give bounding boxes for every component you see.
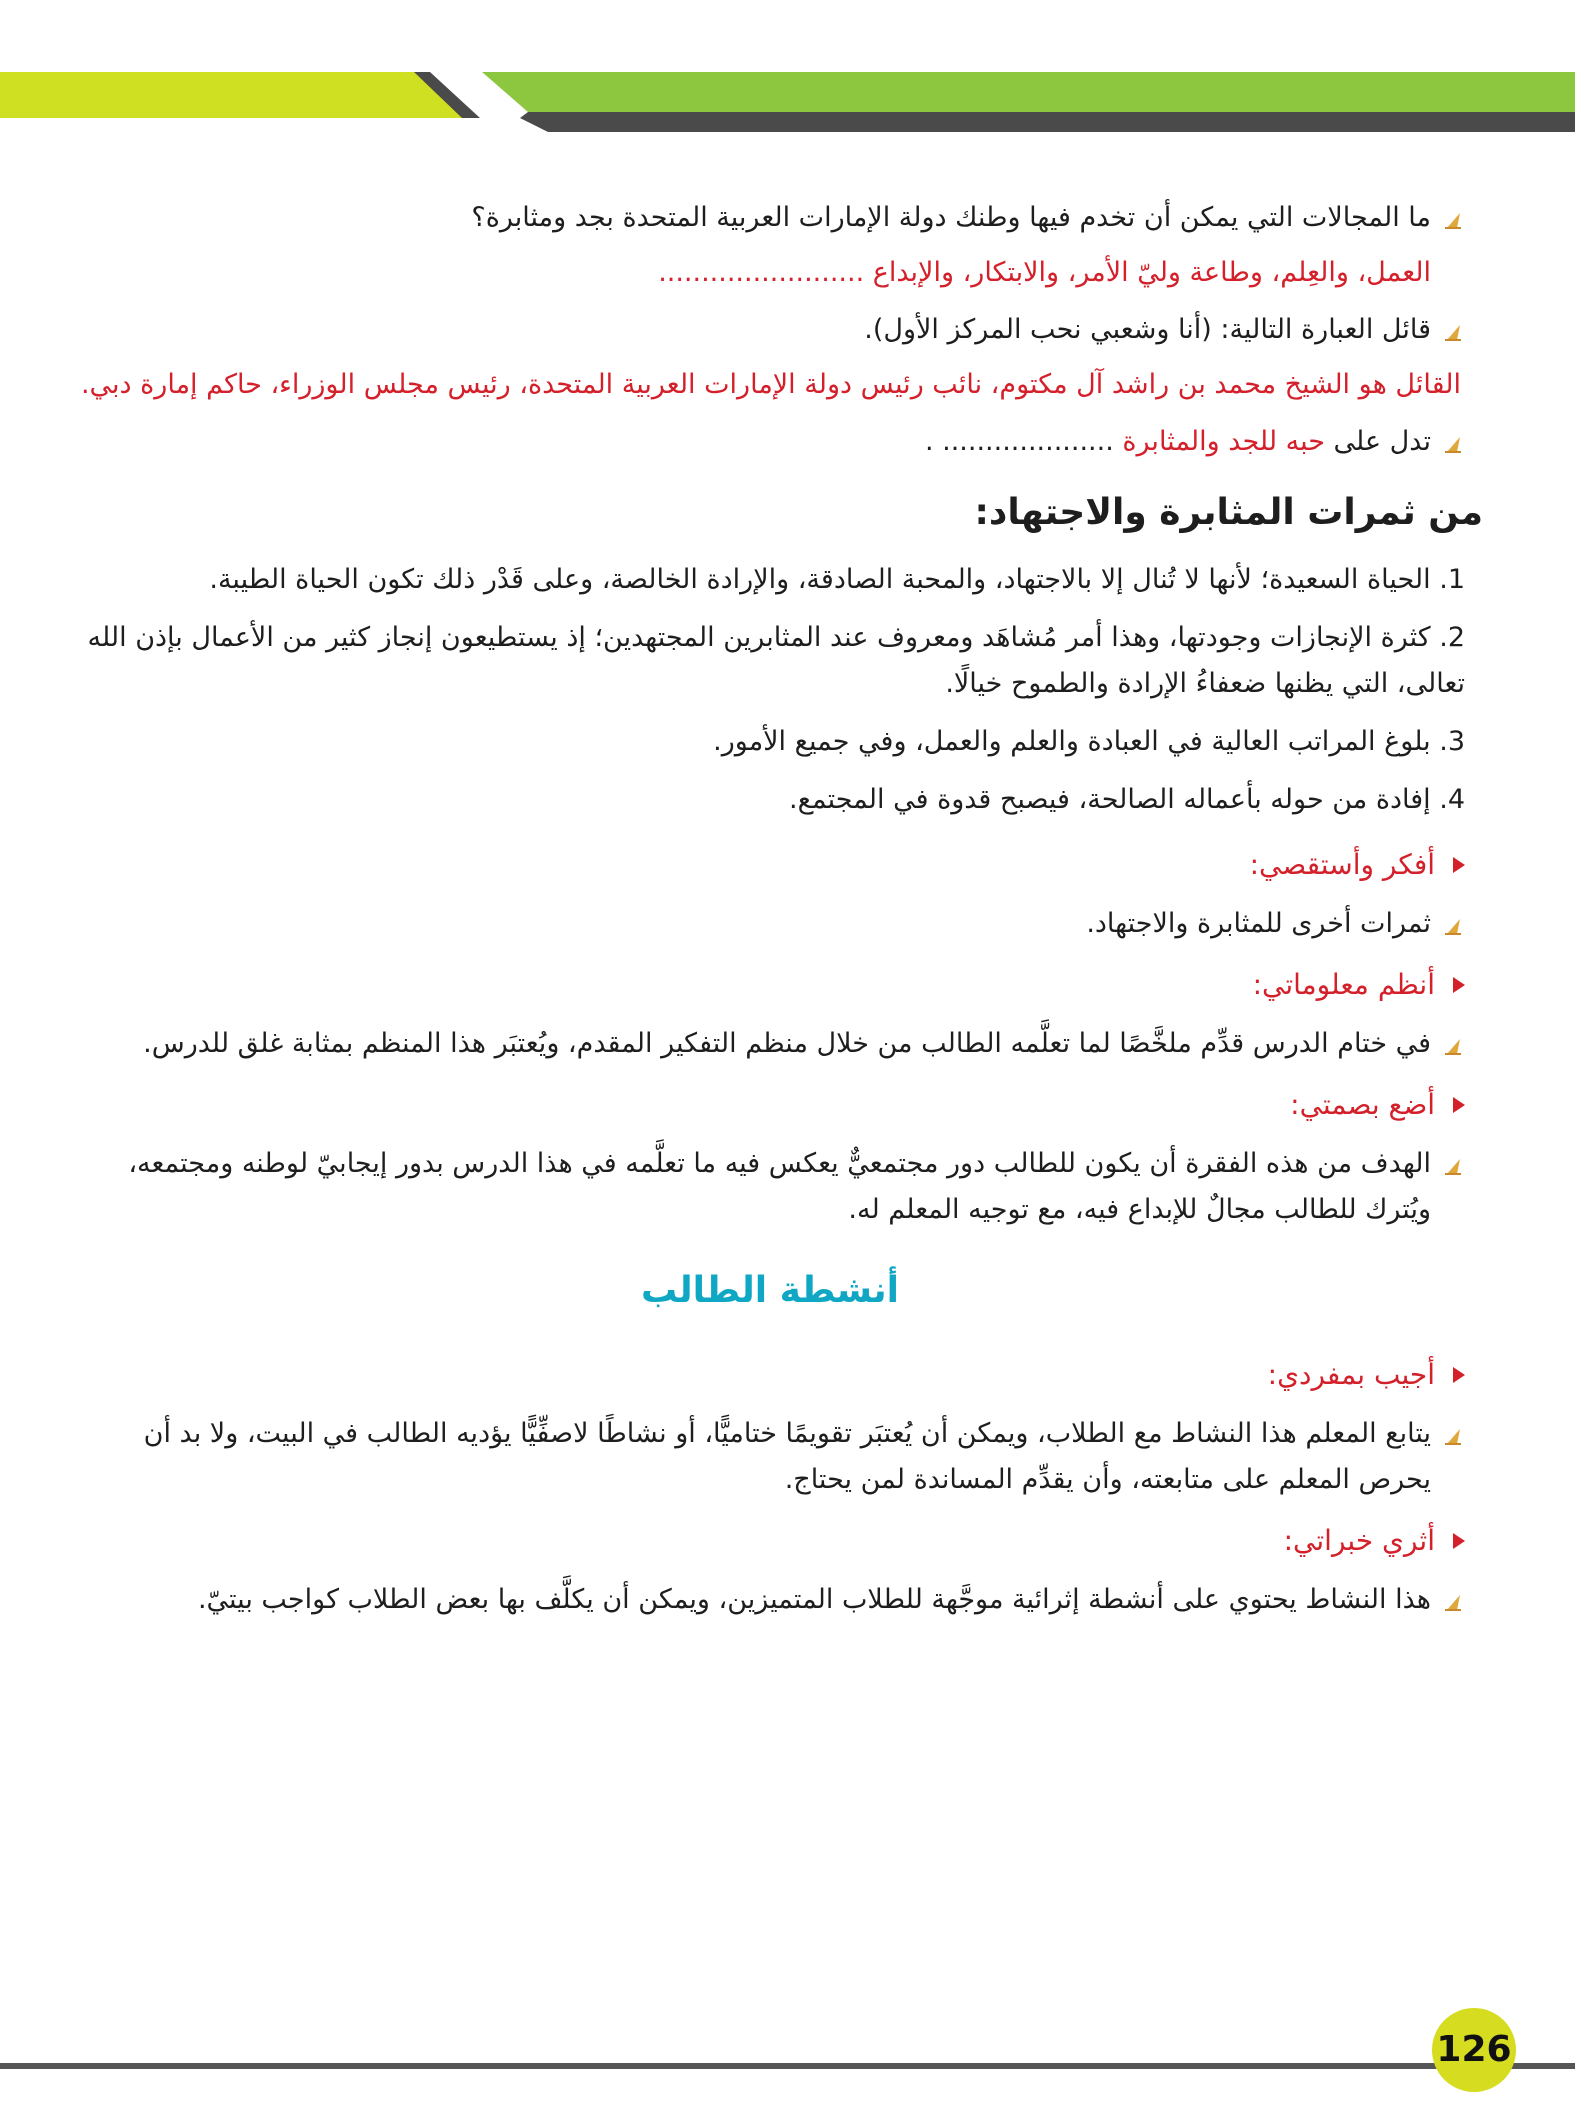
think-title <box>75 841 1465 889</box>
triangle-icon <box>1453 857 1465 873</box>
enrich-title-text: أثري خبراتي: <box>1283 1524 1435 1557</box>
list-item: 2. كثرة الإنجازات وجودتها، وهذا أمر مُشاهَد ومعروف عند المثابرين المجتهدين؛ إذ يستطيعون إنجاز كثير من الأعمال بإذن الله تعالى، التي يظنها ضعفاءُ الإرادة والطموح خيالًا. <box>87 622 1465 699</box>
answer-2: القائل هو الشيخ محمد بن راشد آل مكتوم، نائب رئيس دولة الإمارات العربية المتحدة، رئيس مجلس الوزراء، حاكم إمارة دبي. <box>80 369 1461 400</box>
page-number: 126 <box>1432 2008 1516 2092</box>
triangle-icon <box>1453 1097 1465 1113</box>
fruits-heading: من ثمرات المثابرة والاجتهاد: <box>974 492 1483 533</box>
solo-item <box>75 1411 1465 1503</box>
question-1-text: ما المجالات التي يمكن أن تخدم فيها وطنك دولة الإمارات العربية المتحدة بجد ومثابرة؟ <box>471 202 1431 233</box>
page-content <box>75 195 1483 1631</box>
organize-title <box>75 961 1465 1009</box>
list-item: 4. إفادة من حوله بأعماله الصالحة، فيصبح قدوة في المجتمع. <box>789 784 1465 815</box>
footer-line <box>0 2063 1575 2069</box>
enrich-item <box>75 1577 1465 1623</box>
question-2 <box>75 307 1465 353</box>
organize-item <box>75 1021 1465 1067</box>
fruits-list <box>75 557 1465 823</box>
imprint-text: الهدف من هذه الفقرة أن يكون للطالب دور مجتمعيٌّ يعكس فيه ما تعلَّمه في هذا الدرس بدور إيجابيّ لوطنه ومجتمعه، ويُترك للطالب مجالٌ للإبداع فيه، مع توجيه المعلم له. <box>128 1148 1431 1225</box>
organize-title-text: أنظم معلوماتي: <box>1252 968 1435 1001</box>
question-3 <box>75 419 1465 465</box>
triangle-icon <box>1453 1533 1465 1549</box>
banner-dark-underline <box>520 112 1575 132</box>
bullet-icon <box>1443 1425 1465 1447</box>
activities-title: أنشطة الطالب <box>641 1270 899 1311</box>
imprint-item <box>75 1141 1465 1233</box>
question-3-answer: حبه للجد والمثابرة <box>1122 426 1325 457</box>
imprint-title <box>75 1081 1465 1129</box>
imprint-title-text: أضع بصمتي: <box>1290 1088 1435 1121</box>
bullet-icon <box>1443 1591 1465 1613</box>
bullet-icon <box>1443 1035 1465 1057</box>
banner-green-strip <box>482 72 1575 112</box>
enrich-title <box>75 1517 1465 1565</box>
organize-text: في ختام الدرس قدِّم ملخَّصًا لما تعلَّمه الطالب من خلال منظم التفكير المقدم، ويُعتبَر هذا المنظم بمثابة غلق للدرس. <box>143 1028 1431 1059</box>
list-item: 3. بلوغ المراتب العالية في العبادة والعلم والعمل، وفي جميع الأمور. <box>713 726 1465 757</box>
solo-title-text: أجيب بمفردي: <box>1267 1358 1435 1391</box>
answer-1: العمل، والعِلم، وطاعة وليّ الأمر، والابتكار، والإبداع ........................ <box>658 257 1431 288</box>
question-1 <box>75 195 1465 241</box>
question-3-text: تدل على <box>1333 426 1431 457</box>
enrich-text: هذا النشاط يحتوي على أنشطة إثرائية موجَّهة للطلاب المتميزين، ويمكن أن يكلَّف بها بعض الطلاب كواجب بيتيّ. <box>197 1584 1431 1615</box>
solo-text: يتابع المعلم هذا النشاط مع الطلاب، ويمكن أن يُعتبَر تقويمًا ختاميًّا، أو نشاطًا لاصفِّيًّا يؤديه الطالب في البيت، ولا بد أن يحرص المعلم على متابعته، وأن يقدِّم المساندة لمن يحتاج. <box>143 1418 1431 1495</box>
bullet-icon <box>1443 915 1465 937</box>
bullet-icon <box>1443 321 1465 343</box>
bullet-icon <box>1443 209 1465 231</box>
banner-lime-strip <box>0 72 462 118</box>
header-banner <box>0 0 1575 140</box>
triangle-icon <box>1453 977 1465 993</box>
question-2-text: قائل العبارة التالية: (أنا وشعبي نحب المركز الأول). <box>864 314 1431 345</box>
bullet-icon <box>1443 1155 1465 1177</box>
question-3-dots: .................... . <box>924 426 1114 457</box>
triangle-icon <box>1453 1367 1465 1383</box>
bullet-icon <box>1443 433 1465 455</box>
think-item <box>75 901 1465 947</box>
think-title-text: أفكر وأستقصي: <box>1249 848 1435 881</box>
solo-title <box>75 1351 1465 1399</box>
think-text: ثمرات أخرى للمثابرة والاجتهاد. <box>1086 908 1431 939</box>
list-item: 1. الحياة السعيدة؛ لأنها لا تُنال إلا بالاجتهاد، والمحبة الصادقة، والإرادة الخالصة، وعلى قَدْر ذلك تكون الحياة الطيبة. <box>209 564 1465 595</box>
